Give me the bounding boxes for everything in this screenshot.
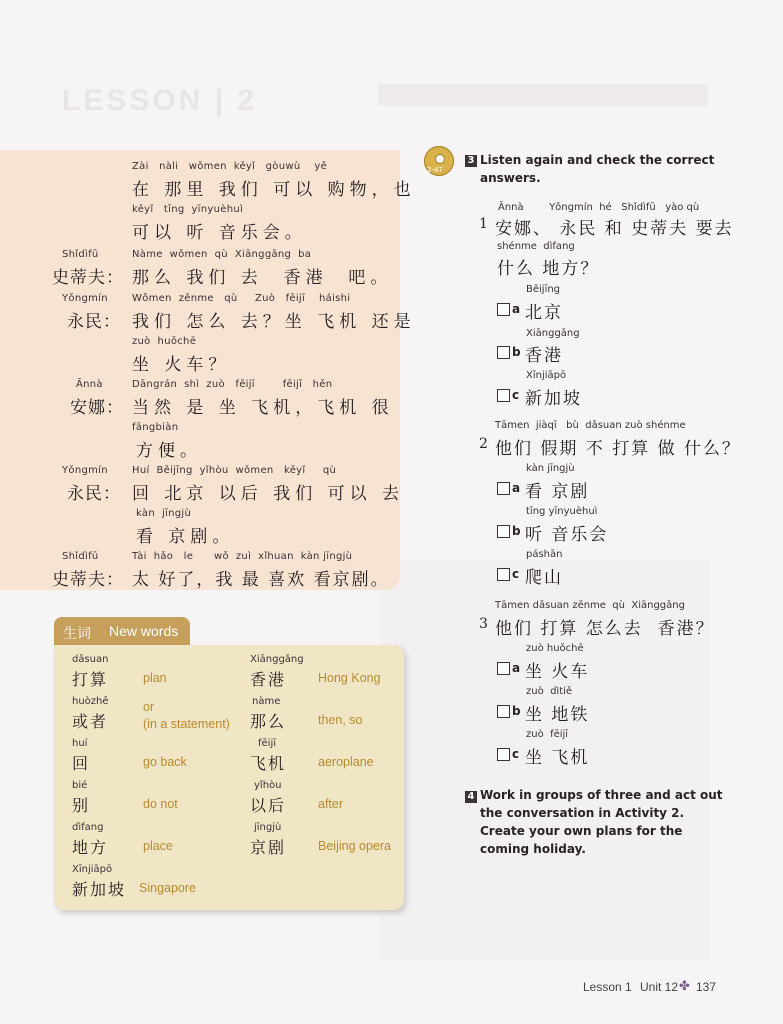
speaker-name: 永民： (67, 312, 121, 332)
dialogue-text: 可以 听 音乐会。 (132, 223, 307, 243)
activity-number-badge: 3 (465, 155, 477, 167)
dialogue-text: 看 京剧。 (136, 527, 235, 547)
dialogue-pinyin: Tài hǎo le wǒ zuì xǐhuan kàn jīngjù (132, 551, 353, 562)
option-letter: b (512, 704, 521, 718)
option-checkbox[interactable] (497, 662, 510, 675)
question-text: 安娜、 永民 和 史蒂夫 要去 (495, 219, 734, 239)
dialogue-text: 我们 怎么 去？坐 飞机 还是 (132, 312, 416, 332)
option-checkbox[interactable] (497, 303, 510, 316)
option-text: 看 京剧 (525, 482, 590, 502)
word-chinese: 回 (72, 754, 91, 773)
cd-track-icon[interactable] (424, 146, 454, 176)
speaker-name: 史蒂夫： (52, 268, 124, 288)
dialogue-pinyin: kěyǐ tīng yīnyuèhuì (132, 204, 244, 215)
question-text: 他们 打算 怎么去 香港？ (495, 619, 715, 639)
dialogue-pinyin: Huí Běijīng yǐhòu wǒmen kěyǐ qù (132, 465, 337, 476)
option-letter: c (512, 747, 520, 761)
question-pinyin: Tāmen jiàqī bù dǎsuan zuò shénme (495, 420, 686, 431)
word-english: or (in a statement) (143, 700, 230, 731)
question-pinyin: Ānnà Yǒngmín hé Shǐdìfū yào qù (498, 202, 700, 213)
word-english: Singapore (139, 881, 196, 895)
dialogue-text: 方便。 (136, 441, 202, 461)
option-pinyin: Xiānggǎng (526, 328, 580, 339)
option-text: 新加坡 (525, 389, 582, 409)
cd-track-label: 2-47 (427, 166, 443, 174)
dialogue-text: 当然 是 坐 飞机，飞机 很 (132, 398, 394, 418)
word-english: then, so (318, 713, 363, 727)
word-chinese: 飞机 (250, 754, 287, 773)
word-chinese: 那么 (250, 712, 287, 731)
option-pinyin: kàn jīngjù (526, 463, 575, 474)
word-english: place (143, 839, 173, 853)
speaker-pinyin: Ānnà (76, 379, 103, 390)
new-words-tab-en: New words (109, 623, 179, 639)
word-chinese: 以后 (250, 796, 287, 815)
word-english: do not (143, 797, 178, 811)
word-pinyin: huòzhě (72, 696, 109, 707)
question-number: 3 (479, 616, 488, 632)
word-pinyin: jīngjù (254, 822, 282, 833)
option-checkbox[interactable] (497, 525, 510, 538)
word-pinyin: dǎsuan (72, 654, 109, 665)
word-pinyin: huí (72, 738, 88, 749)
new-words-tab (54, 617, 190, 647)
question-text: 他们 假期 不 打算 做 什么？ (495, 439, 742, 459)
option-text: 爬山 (525, 568, 563, 588)
dialogue-pinyin: Dāngrán shì zuò fēijī fēijī hěn (132, 379, 333, 390)
question-number: 2 (479, 436, 488, 452)
speaker-pinyin: Yǒngmín (62, 465, 108, 476)
activity-number-badge: 4 (465, 791, 477, 803)
option-checkbox[interactable] (497, 748, 510, 761)
flower-ornament-icon: ✤ (679, 979, 690, 994)
option-pinyin: Xīnjiāpō (526, 370, 567, 381)
word-pinyin: bié (72, 780, 88, 791)
option-letter: a (512, 661, 521, 675)
footer-unit: Unit 12 (640, 980, 679, 994)
speaker-name: 永民： (67, 484, 121, 504)
word-chinese: 别 (72, 796, 91, 815)
option-pinyin: zuò huǒchē (526, 643, 584, 654)
option-letter: b (512, 345, 521, 359)
option-checkbox[interactable] (497, 482, 510, 495)
word-pinyin: fēijī (258, 738, 277, 749)
dialogue-text: 在 那里 我们 可以 购物，也 (132, 180, 416, 200)
word-chinese: 新加坡 (72, 880, 127, 899)
dialogue-pinyin: zuò huǒchē (132, 336, 197, 347)
dialogue-text: 坐 火车？ (132, 355, 231, 375)
word-english: plan (143, 671, 167, 685)
activity-instruction: Listen again and check the correct answers. (480, 153, 715, 185)
word-pinyin: Xiānggǎng (250, 654, 304, 665)
dialogue-pinyin: Wǒmen zěnme qù Zuò fēijī háishi (132, 293, 351, 304)
option-text: 香港 (525, 346, 563, 366)
question-pinyin: shénme dìfang (497, 241, 575, 252)
option-text: 听 音乐会 (525, 525, 609, 545)
cd-hole (435, 154, 445, 164)
word-chinese: 打算 (72, 670, 109, 689)
ghost-banner (378, 84, 708, 106)
option-pinyin: zuò fēijī (526, 729, 569, 740)
word-english: go back (143, 755, 187, 769)
dialogue-text: 回 北京 以后 我们 可以 去 (132, 484, 405, 504)
speaker-pinyin: Yǒngmín (62, 293, 108, 304)
word-chinese: 京剧 (250, 838, 287, 857)
speaker-name: 史蒂夫： (52, 570, 124, 590)
word-pinyin: yǐhòu (254, 780, 282, 791)
option-letter: c (512, 567, 520, 581)
option-text: 坐 飞机 (525, 748, 590, 768)
option-pinyin: Běijīng (526, 284, 561, 295)
dialogue-pinyin: Zài nàli wǒmen kěyǐ gòuwù yě (132, 161, 328, 172)
option-letter: a (512, 481, 521, 495)
option-checkbox[interactable] (497, 389, 510, 402)
question-pinyin: Tāmen dǎsuan zěnme qù Xiānggǎng (495, 600, 685, 611)
dialogue-text: 太 好了，我 最 喜欢 看京剧。 (132, 570, 390, 590)
option-text: 坐 地铁 (525, 705, 590, 725)
dialogue-text: 那么 我们 去 香港 吧。 (132, 268, 393, 288)
option-pinyin: tīng yīnyuèhuì (526, 506, 598, 517)
dialogue-pinyin: Nàme wǒmen qù Xiānggǎng ba (132, 249, 312, 260)
word-pinyin: dìfang (72, 822, 104, 833)
option-pinyin: páshān (526, 549, 563, 560)
page-number: 137 (696, 980, 717, 994)
activity-instruction: Work in groups of three and act out the conversation in Activity 2. Create your own plans for the coming holiday. (480, 788, 723, 856)
word-english: after (318, 797, 344, 811)
new-words-box (54, 645, 404, 910)
footer-lesson: Lesson 1 (583, 980, 632, 994)
word-chinese: 地方 (72, 838, 109, 857)
option-letter: a (512, 302, 521, 316)
speaker-pinyin: Shǐdìfū (62, 551, 99, 562)
word-english: Hong Kong (318, 671, 381, 685)
speaker-pinyin: Shǐdìfū (62, 249, 99, 260)
option-text: 北京 (525, 303, 563, 323)
ghost-heading: LESSON | 2 (62, 84, 258, 117)
option-text: 坐 火车 (525, 662, 590, 682)
option-letter: b (512, 524, 521, 538)
word-english: aeroplane (318, 755, 374, 769)
word-pinyin: Xīnjiāpō (72, 864, 113, 875)
option-pinyin: zuò dìtiě (526, 686, 573, 697)
new-words-tab-cn: 生词 (63, 625, 91, 641)
word-chinese: 或者 (72, 712, 109, 731)
option-letter: c (512, 388, 520, 402)
dialogue-pinyin: fāngbiàn (132, 422, 179, 433)
question-text: 什么 地方？ (497, 259, 600, 279)
dialogue-pinyin: kàn jīngjù (136, 508, 192, 519)
dialogue-panel (0, 150, 416, 590)
speaker-name: 安娜： (70, 398, 124, 418)
word-chinese: 香港 (250, 670, 287, 689)
question-number: 1 (479, 216, 488, 232)
option-checkbox[interactable] (497, 346, 510, 359)
option-checkbox[interactable] (497, 568, 510, 581)
word-pinyin: nàme (252, 696, 281, 707)
word-english: Beijing opera (318, 839, 391, 853)
option-checkbox[interactable] (497, 705, 510, 718)
